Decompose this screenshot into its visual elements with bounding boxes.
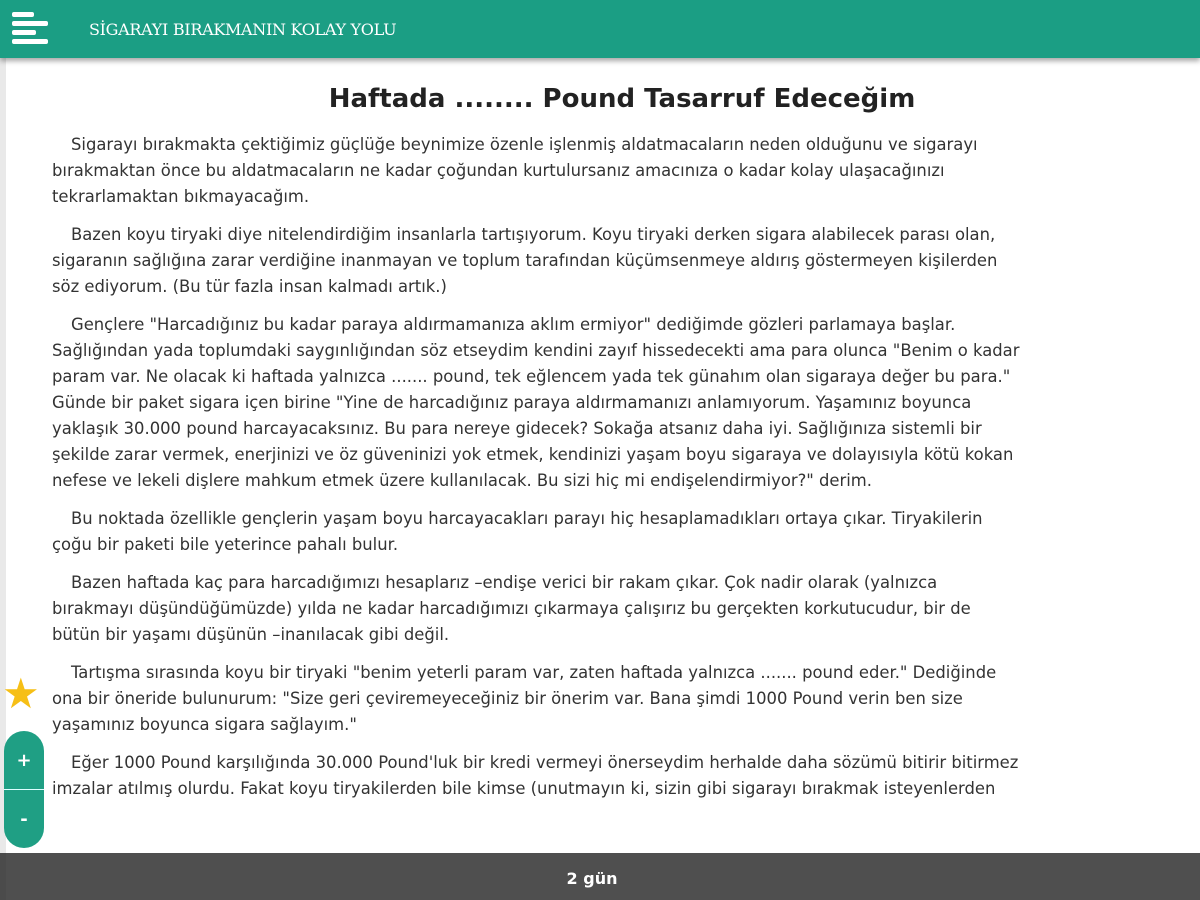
paragraph-line: Gençlere "Harcadığınız bu kadar paraya aldırmamanıza aklım ermiyor" dediğimde gözleri parlamaya başlar. (71, 315, 956, 334)
zoom-out-button[interactable]: - (20, 808, 28, 830)
paragraph-line: sigaranın sağlığına zarar verdiğine inanmayan ve toplum tarafından küçümsenmeye aldırış göstermeyen kişilerden (52, 251, 998, 270)
paragraph-line: yaşamınız boyunca sigara sağlayım." (52, 715, 357, 734)
article-heading: Haftada ........ Pound Tasarruf Edeceğim (328, 84, 916, 114)
article-body (52, 132, 1192, 802)
paragraph-line: yaklaşık 30.000 pound harcayacaksınız. Bu para nereye gidecek? Sokağa atsanız daha iyi. Sağlığınıza sistemli bir (52, 419, 982, 438)
zoom-control (4, 731, 44, 848)
status-bar (0, 853, 1200, 900)
days-counter: 2 gün (566, 869, 618, 888)
paragraph-line: Tartışma sırasında koyu bir tiryaki "benim yeterli param var, zaten haftada yalnızca ....... pound eder." Dediğinde (71, 663, 997, 682)
paragraph-line: nefese ve lekeli dişlere mahkum etmek üzere kullanılacak. Bu sizi hiç mi endişelendirmiyor?" derim. (52, 471, 872, 490)
paragraph-line: söz ediyorum. (Bu tür fazla insan kalmadı artık.) (52, 277, 447, 296)
paragraph-line: param var. Ne olacak ki haftada yalnızca ....... pound, tek eğlencem yada tek günahım olan sigaraya değer bu para." (52, 367, 1011, 386)
paragraph-line: bırakmaktan önce bu aldatmacaların ne kadar çoğundan kurtulursanız amacınıza o kadar kolay ulaşacağınızı (52, 161, 945, 180)
paragraph-line: Sağlığından yada toplumdaki saygınlığından söz etseydim kendini zayıf hissedecekti ama para olunca "Benim o kadar (52, 341, 1020, 360)
paragraph (52, 750, 1192, 802)
paragraph (52, 222, 1192, 300)
paragraph-line: çoğu bir paketi bile yeterince pahalı bulur. (52, 535, 399, 554)
paragraph (52, 132, 1192, 210)
paragraph-line: bütün bir yaşamı düşünün –inanılacak gibi değil. (52, 625, 450, 644)
paragraph-line: Bazen koyu tiryaki diye nitelendirdiğim insanlarla tartışıyorum. Koyu tiryaki derken sigara alabilecek parası olan, (71, 225, 996, 244)
star-icon[interactable]: ★ (2, 669, 40, 718)
paragraph-line: tekrarlamaktan bıkmayacağım. (52, 187, 310, 206)
paragraph-line: Bazen haftada kaç para harcadığımızı hesaplarız –endişe verici bir rakam çıkar. Çok nadir olarak (yalnızca (71, 573, 938, 592)
app-header (0, 0, 1200, 58)
paragraph-line: Eğer 1000 Pound karşılığında 30.000 Pound'luk bir kredi vermeyi önerseydim herhalde daha sözümü bitirir bitirmez (71, 753, 1019, 772)
paragraph-line: ona bir öneride bulunurum: "Size geri çeviremeyeceğiniz bir önerim var. Bana şimdi 1000 Pound verin ben size (52, 689, 963, 708)
paragraph (52, 506, 1192, 558)
paragraph-line: bırakmayı düşündüğümüzde) yılda ne kadar harcadığımızı çıkarmaya çalışırız bu gerçekten korkutucudur, bir de (52, 599, 971, 618)
paragraph (52, 660, 1192, 738)
hamburger-menu-icon[interactable] (10, 10, 50, 48)
paragraph-line: imzalar atılmış olurdu. Fakat koyu tiryakilerden bile kimse (unutmayın ki, sizin gibi sigarayı bırakmak isteyenlerden (52, 779, 996, 798)
paragraph-line: Bu noktada özellikle gençlerin yaşam boyu harcayacakları parayı hiç hesaplamadıkları ortaya çıkar. Tiryakilerin (71, 509, 983, 528)
paragraph (52, 570, 1192, 648)
paragraph (52, 312, 1192, 494)
zoom-in-button[interactable]: + (16, 749, 32, 771)
paragraph-line: Günde bir paket sigara içen birine "Yine de harcadığınız paraya aldırmamanızı anlamıyorum. Yaşamınız boyunca (52, 393, 972, 412)
paragraph-line: Sigarayı bırakmakta çektiğimiz güçlüğe beynimize özenle işlenmiş aldatmacaların neden olduğunu ve sigarayı (71, 135, 978, 154)
app-title: SİGARAYI BIRAKMANIN KOLAY YOLU (89, 20, 397, 39)
paragraph-line: şekilde zarar vermek, enerjinizi ve öz güveninizi yok etmek, kendinizi yaşam boyu sigaraya ve dolayısıyla kötü kokan (52, 445, 1014, 464)
article (52, 84, 1192, 814)
